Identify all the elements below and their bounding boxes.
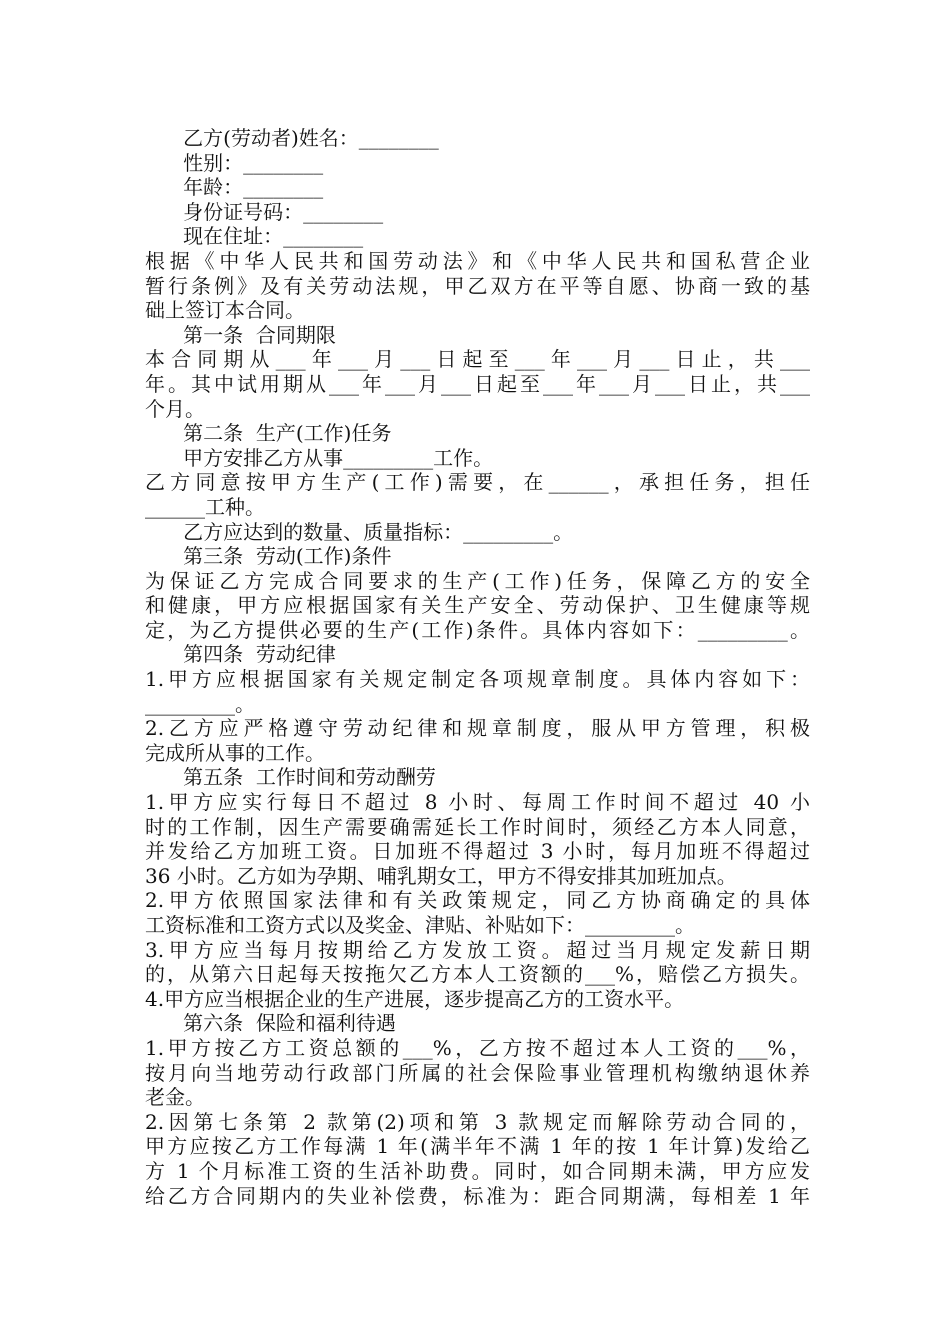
contract-text-line: 年龄：________ xyxy=(145,175,324,200)
contract-text-line: 本合同期从___年___月___日起至___年___月___日止，共___ xyxy=(145,347,810,372)
contract-text-line: 乙方同意按甲方生产(工作)需要，在______，承担任务，担任 xyxy=(145,470,810,495)
contract-text-line: 根据《中华人民共和国劳动法》和《中华人民共和国私营企业 xyxy=(145,248,810,273)
contract-page xyxy=(145,126,810,1208)
contract-text-line: 暂行条例》及有关劳动法规，甲乙双方在平等自愿、协商一致的基 xyxy=(145,273,810,298)
contract-text-line: 1.甲方按乙方工资总额的___%，乙方按不超过本人工资的___%， xyxy=(145,1035,810,1060)
contract-text-line: 第六条 保险和福利待遇 xyxy=(145,1011,396,1036)
contract-text-line: 身份证号码：________ xyxy=(145,199,384,224)
contract-text-line: 4.甲方应当根据企业的生产进展，逐步提高乙方的工资水平。 xyxy=(145,986,685,1011)
contract-text-line: 年。其中试用期从___年___月___日起至___年___月___日止，共___ xyxy=(145,371,810,396)
contract-text-line: 第二条 生产(工作)任务 xyxy=(145,421,392,446)
contract-text-line: 第三条 劳动(工作)条件 xyxy=(145,544,392,569)
contract-text-line: 36 小时。乙方如为孕期、哺乳期女工，甲方不得安排其加班加点。 xyxy=(145,863,737,888)
contract-text-line: 乙方(劳动者)姓名：________ xyxy=(145,126,439,150)
contract-text-line: 定，为乙方提供必要的生产(工作)条件。具体内容如下：_________。 xyxy=(145,617,810,642)
contract-text-line: 时的工作制，因生产需要确需延长工作时间时，须经乙方本人同意， xyxy=(145,814,810,839)
contract-text-line: 第一条 合同期限 xyxy=(145,322,336,347)
contract-text-line: 方 1 个月标准工资的生活补助费。同时，如合同期未满，甲方应发 xyxy=(145,1158,810,1183)
contract-text-line: 乙方应达到的数量、质量指标：_________。 xyxy=(145,519,574,544)
contract-text-line: 性别：________ xyxy=(145,150,324,175)
contract-text-line: 第五条 工作时间和劳动酬劳 xyxy=(145,765,436,790)
contract-text-line: 础上签订本合同。 xyxy=(145,298,305,323)
contract-text-line: 并发给乙方加班工资。日加班不得超过 3 小时，每月加班不得超过 xyxy=(145,839,810,864)
contract-text-line: 的，从第六日起每天按拖欠乙方本人工资额的___%，赔偿乙方损失。 xyxy=(145,962,810,987)
contract-text-line: _________。 xyxy=(145,691,255,716)
contract-text-line: 按月向当地劳动行政部门所属的社会保险事业管理机构缴纳退休养 xyxy=(145,1060,810,1085)
contract-text-line: 1.甲方应根据国家有关规定制定各项规章制度。具体内容如下： xyxy=(145,667,810,692)
contract-text-line: 现在住址：________ xyxy=(145,224,364,249)
contract-text-line: 完成所从事的工作。 xyxy=(145,740,325,765)
contract-text-line: 2.乙方应严格遵守劳动纪律和规章制度，服从甲方管理，积极 xyxy=(145,716,810,741)
contract-text-line: 和健康，甲方应根据国家有关生产安全、劳动保护、卫生健康等规 xyxy=(145,593,810,618)
contract-text-line: 个月。 xyxy=(145,396,205,421)
contract-text-line: 工资标准和工资方式以及奖金、津贴、补贴如下：_________。 xyxy=(145,913,695,937)
contract-text-line: 2.甲方依照国家法律和有关政策规定，同乙方协商确定的具体 xyxy=(145,888,810,913)
contract-text-line: 3.甲方应当每月按期给乙方发放工资。超过当月规定发薪日期 xyxy=(145,937,810,962)
contract-text-line: 2.因第七条第 2 款第(2)项和第 3 款规定而解除劳动合同的， xyxy=(145,1109,810,1134)
contract-text-line: 1.甲方应实行每日不超过 8 小时、每周工作时间不超过 40 小 xyxy=(145,790,810,815)
contract-text-line: 甲方应按乙方工作每满 1 年(满半年不满 1 年的按 1 年计算)发给乙 xyxy=(145,1134,810,1159)
contract-text-line: 给乙方合同期内的失业补偿费，标准为：距合同期满，每相差 1 年 xyxy=(145,1183,810,1208)
contract-text-line: 第四条 劳动纪律 xyxy=(145,642,336,667)
contract-text-line: 为保证乙方完成合同要求的生产(工作)任务，保障乙方的安全 xyxy=(145,568,810,593)
contract-text-line: ______工种。 xyxy=(145,494,265,519)
contract-text-line: 甲方安排乙方从事_________工作。 xyxy=(145,445,494,470)
contract-text-line: 老金。 xyxy=(145,1085,205,1110)
